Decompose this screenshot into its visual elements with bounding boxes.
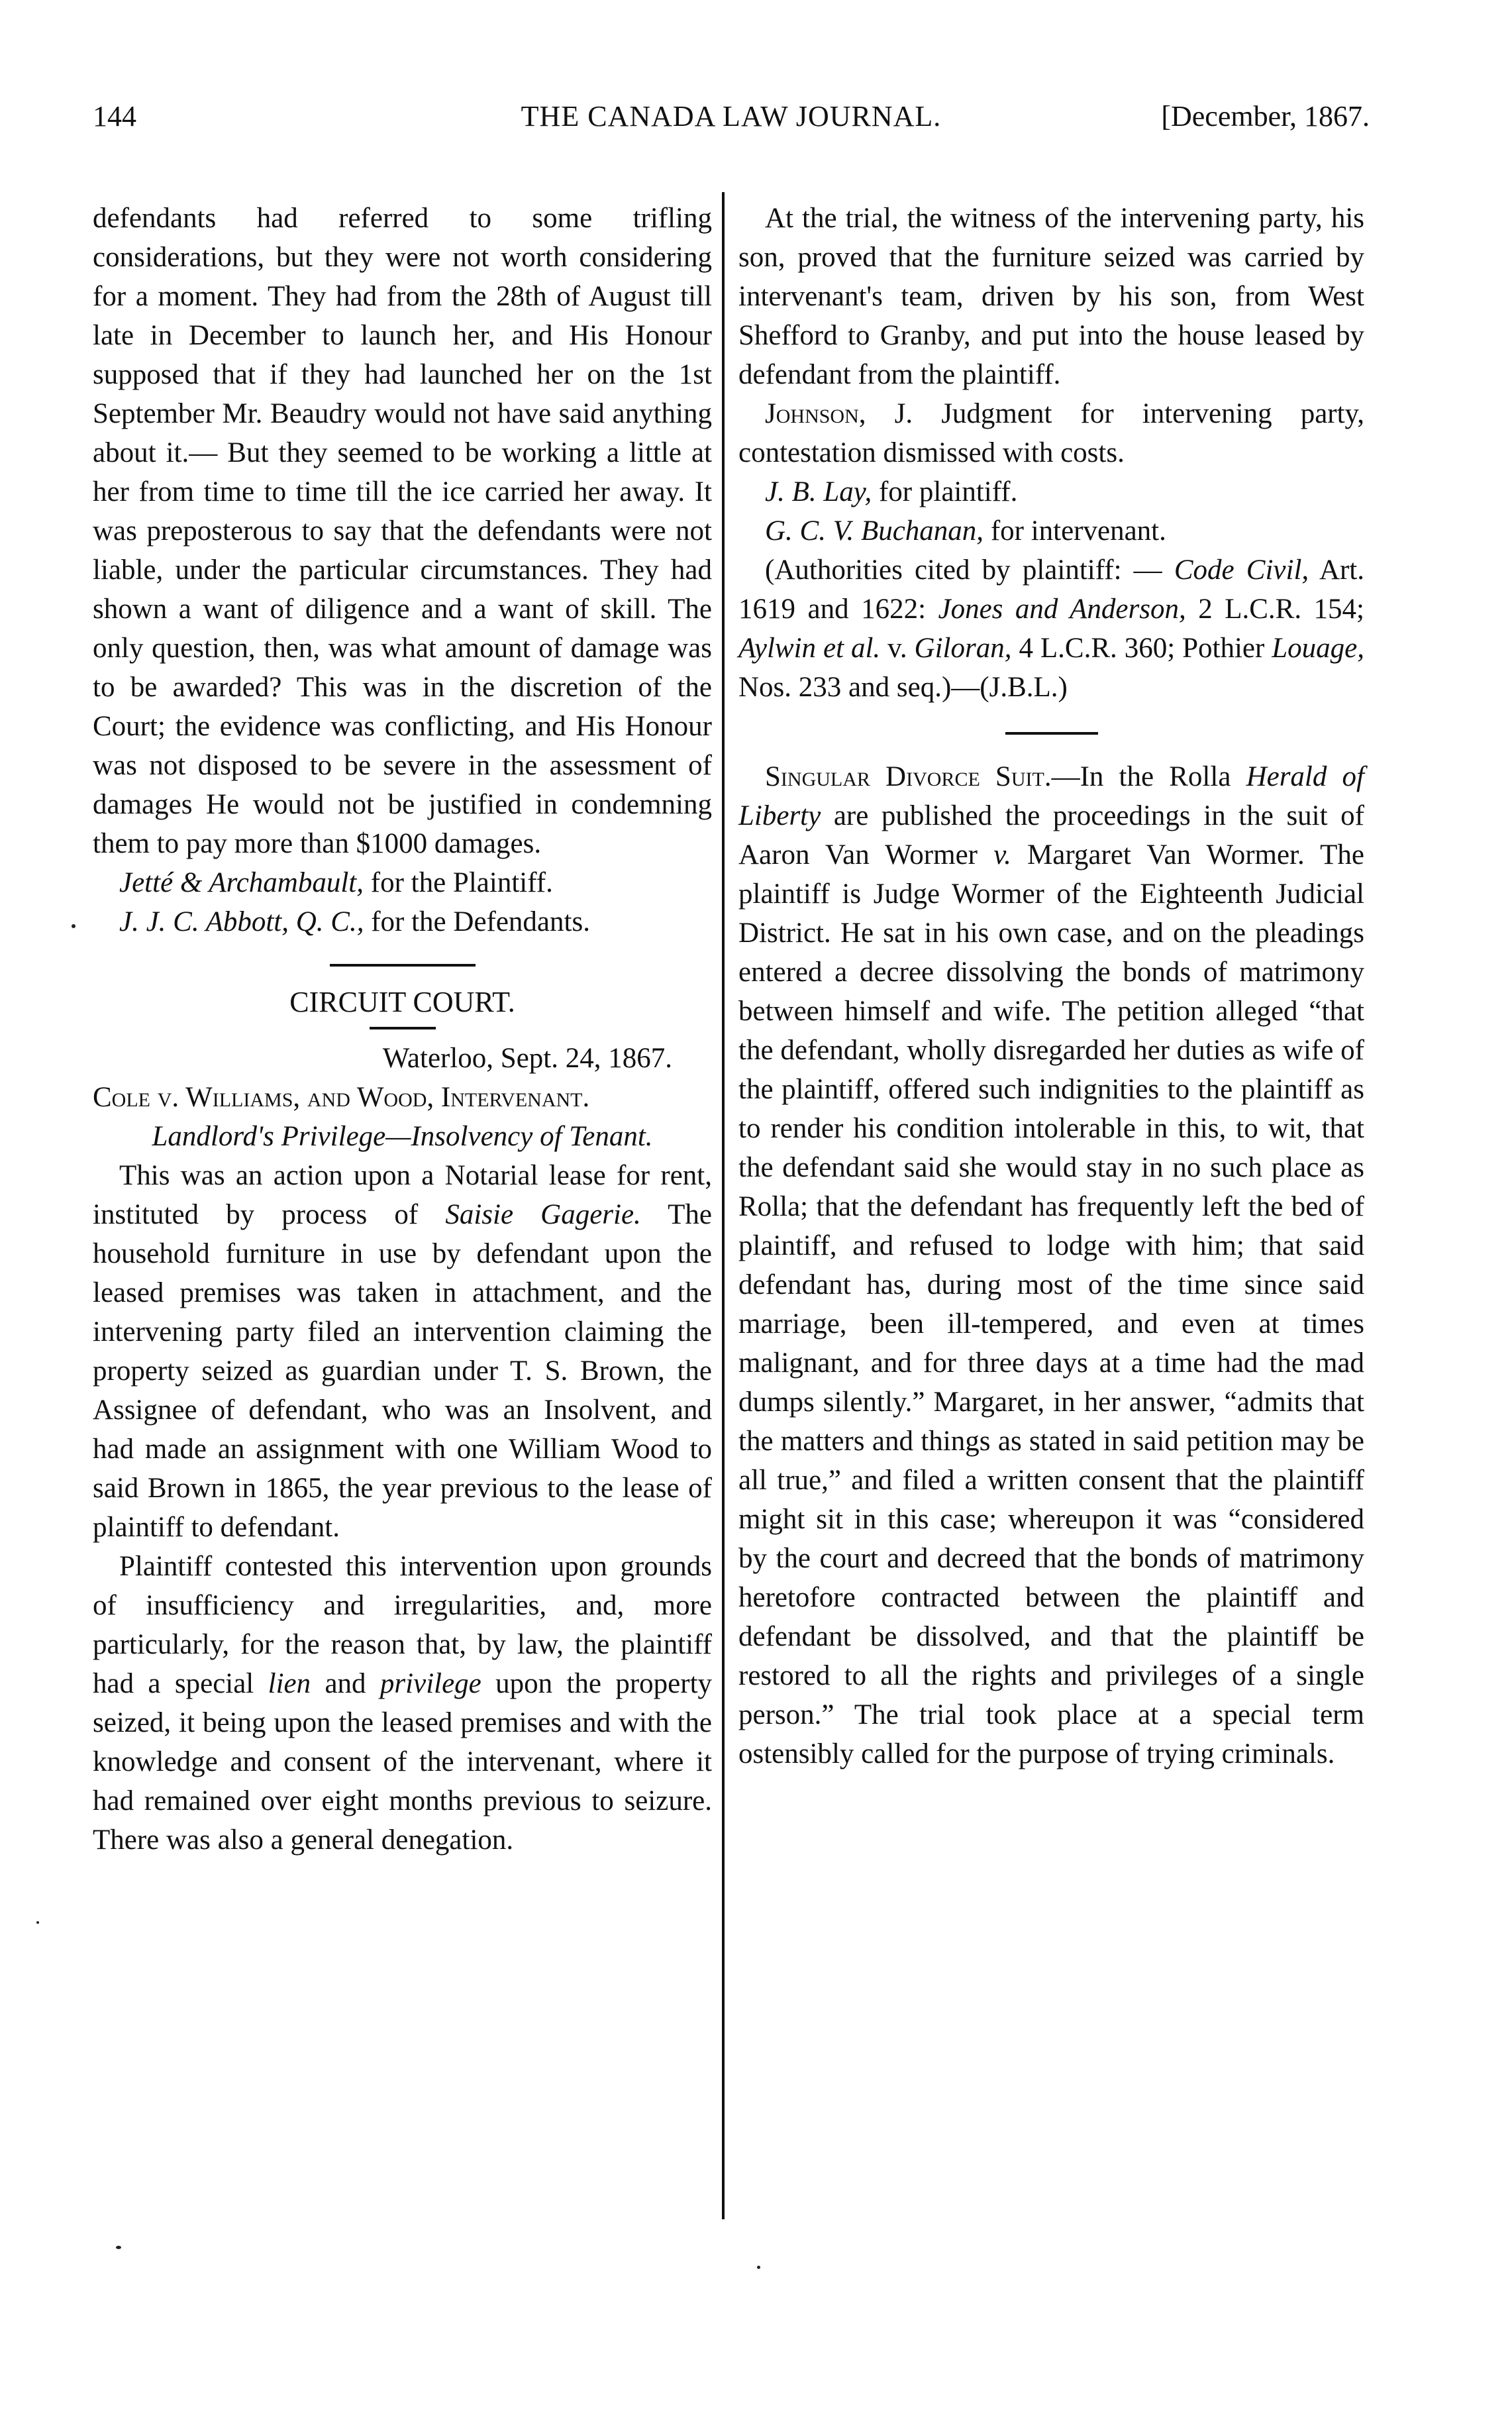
divorce-text-a: —In the Rolla: [1051, 761, 1231, 792]
auth-text-d: 4 L.C.R. 360; Pothier: [1019, 633, 1265, 664]
action-paragraph: [93, 1156, 712, 1547]
print-speck: [36, 1921, 39, 1924]
print-speck: [757, 2266, 760, 2269]
saisie-gagerie: Saisie Gagerie.: [445, 1199, 641, 1230]
defendant-counsel-line: [93, 902, 712, 941]
plaintiff-counsel-line: [93, 863, 712, 902]
auth-text-c: 2 L.C.R. 154;: [1198, 594, 1365, 625]
auth-code-civil: Code Civil,: [1174, 554, 1309, 586]
journal-title: THE CANADA LAW JOURNAL.: [521, 100, 942, 132]
contest-text-a: Plaintiff contested this intervention upon grounds of insufficiency and irregularities, and, more particularly, for the reason that, by law, the plaintiff had a special: [93, 1551, 712, 1699]
case-title: Cole v. Williams, and Wood, Intervenant.: [93, 1082, 590, 1113]
section-rule: [330, 964, 476, 967]
continued-paragraph: defendants had referred to some trifling considerations, but they were not worth considering for a moment. They had from the 28th of August till late in December to launch her, and His Honour supposed that if they had launched her on the 1st September Mr. Beaudry would not have said anything about it.— But they seemed to be working a little at her from time to time till the ice carried her away. It was preposterous to say that the defendants were not liable, under the particular circumstances. They had shown a want of diligence and a want of skill. The only question, then, was what amount of damage was to be awarded? This was in the discretion of the Court; the evidence was conflicting, and His Honour was not disposed to be severe in the assessment of damages He would not be justified in condemning them to pay more than $1000 damages.: [93, 203, 712, 859]
auth-text-e: Nos. 233 and seq.)—(J.B.L.): [738, 672, 1068, 703]
page-header: [93, 99, 1370, 146]
article-rule: [1005, 732, 1098, 735]
plaintiff-counsel-name: Jetté & Archambault,: [119, 867, 364, 898]
divorce-text-c: Margaret Van Wormer. The plaintiff is Judge Wormer of the Eighteenth Judicial District. He sat in his own case, and on the pleadings entered a decree dissolving the bonds of matrimony between himself and wife. The petition alleged “that the defendant, wholly disregarded her duties as wife of the plaintiff, offered such indignities to the plaintiff as to render his condition intolerable in this, to wit, that the defendant said she would stay in no such place as Rolla; that the defendant has frequently left the bed of plaintiff, and refused to lodge with him; that said defendant has, during most of the time since said marriage, been ill-tempered, and even at times malignant, and for three days at a time had the mad dumps silently.” Margaret, in her answer, “admits that the matters and things as stated in said petition may be all true,” and filed a written consent that the plaintiff might sit in this case; whereupon it was “considered by the court and decreed that the bonds of matrimony heretofore contracted between the plaintiff and defendant be dissolved, and that the plaintiff be restored to all the rights and privileges of a single person.” The trial took place at a special term ostensibly called for the purpose of trying criminals.: [738, 839, 1365, 1769]
divorce-text-b: are published the proceedings in the suit of Aaron Van Wormer: [738, 800, 1364, 870]
heading-rule: [370, 1027, 436, 1029]
auth-v: v.: [887, 633, 907, 664]
auth-giloran: Giloran,: [914, 633, 1012, 664]
auth-text-b: Art. 1619 and 1622:: [738, 554, 1365, 625]
place-date: Waterloo, Sept. 24, 1867.: [382, 1043, 672, 1074]
print-speck: [116, 2246, 121, 2249]
authorities-paragraph: [738, 551, 1364, 707]
plaintiff-counsel-role: for plaintiff.: [878, 476, 1018, 507]
auth-louage: Louage,: [1272, 633, 1365, 664]
judge-name: Johnson, J.: [765, 398, 913, 429]
page-number: 144: [93, 100, 136, 132]
right-column: [738, 199, 1364, 1773]
section-heading: CIRCUIT COURT.: [289, 986, 515, 1018]
judgment-text: Judgment for intervening party, contestation dismissed with costs.: [738, 398, 1365, 468]
judgment-line: [738, 394, 1364, 472]
contest-and: and: [325, 1668, 366, 1699]
newspaper-name: Herald of Liberty: [738, 761, 1364, 831]
plaintiff-counsel-line: [738, 472, 1364, 511]
issue-date: [December, 1867.: [1161, 100, 1370, 132]
divorce-title: Singular Divorce Suit.: [765, 761, 1052, 792]
auth-jones: Jones and Anderson,: [938, 594, 1186, 625]
left-column: [93, 199, 712, 1860]
case-subject: [93, 1117, 712, 1156]
privilege-term: privilege: [379, 1668, 481, 1699]
intervenant-counsel-line: [738, 511, 1364, 551]
divorce-v: v.: [993, 839, 1011, 870]
auth-text-a: (Authorities cited by plaintiff: —: [765, 554, 1162, 586]
action-text-b: The household furniture in use by defendant upon the leased premises was taken in attachment, and the intervening party filed an intervention claiming the property seized as guardian under T. S. Brown, the Assignee of defendant, who was an Insolvent, and had made an assignment with one William Wood to said Brown in 1865, the year previous to the lease of plaintiff to defendant.: [93, 1199, 712, 1543]
column-divider: [722, 192, 725, 2219]
action-text-a: This was an action upon a Notarial lease for rent, instituted by process of: [93, 1160, 712, 1230]
defendant-counsel-name: J. J. C. Abbott, Q. C.,: [119, 906, 364, 937]
print-speck: [72, 924, 76, 928]
defendant-counsel-role: for the Defendants.: [371, 906, 590, 937]
lien-term: lien: [268, 1668, 311, 1699]
contest-paragraph: [93, 1547, 712, 1860]
case-subject-text: Landlord's Privilege—Insolvency of Tenant.: [152, 1121, 653, 1152]
intervenant-counsel-name: G. C. V. Buchanan,: [765, 515, 984, 547]
trial-paragraph: At the trial, the witness of the intervening party, his son, proved that the furniture seized was carried by intervenant's team, driven by his son, from West Shefford to Granby, and put into the house leased by defendant from the plaintiff.: [738, 203, 1364, 390]
intervenant-counsel-role: for intervenant.: [990, 515, 1166, 547]
contest-text-b: upon the property seized, it being upon the leased premises and with the knowledge and consent of the intervenant, where it had remained over eight months previous to seizure. There was also a general denegation.: [93, 1668, 713, 1856]
auth-aylwin: Aylwin et al.: [738, 633, 881, 664]
plaintiff-counsel-name: J. B. Lay,: [765, 476, 872, 507]
divorce-paragraph: [738, 757, 1364, 1773]
plaintiff-counsel-role: for the Plaintiff.: [370, 867, 553, 898]
